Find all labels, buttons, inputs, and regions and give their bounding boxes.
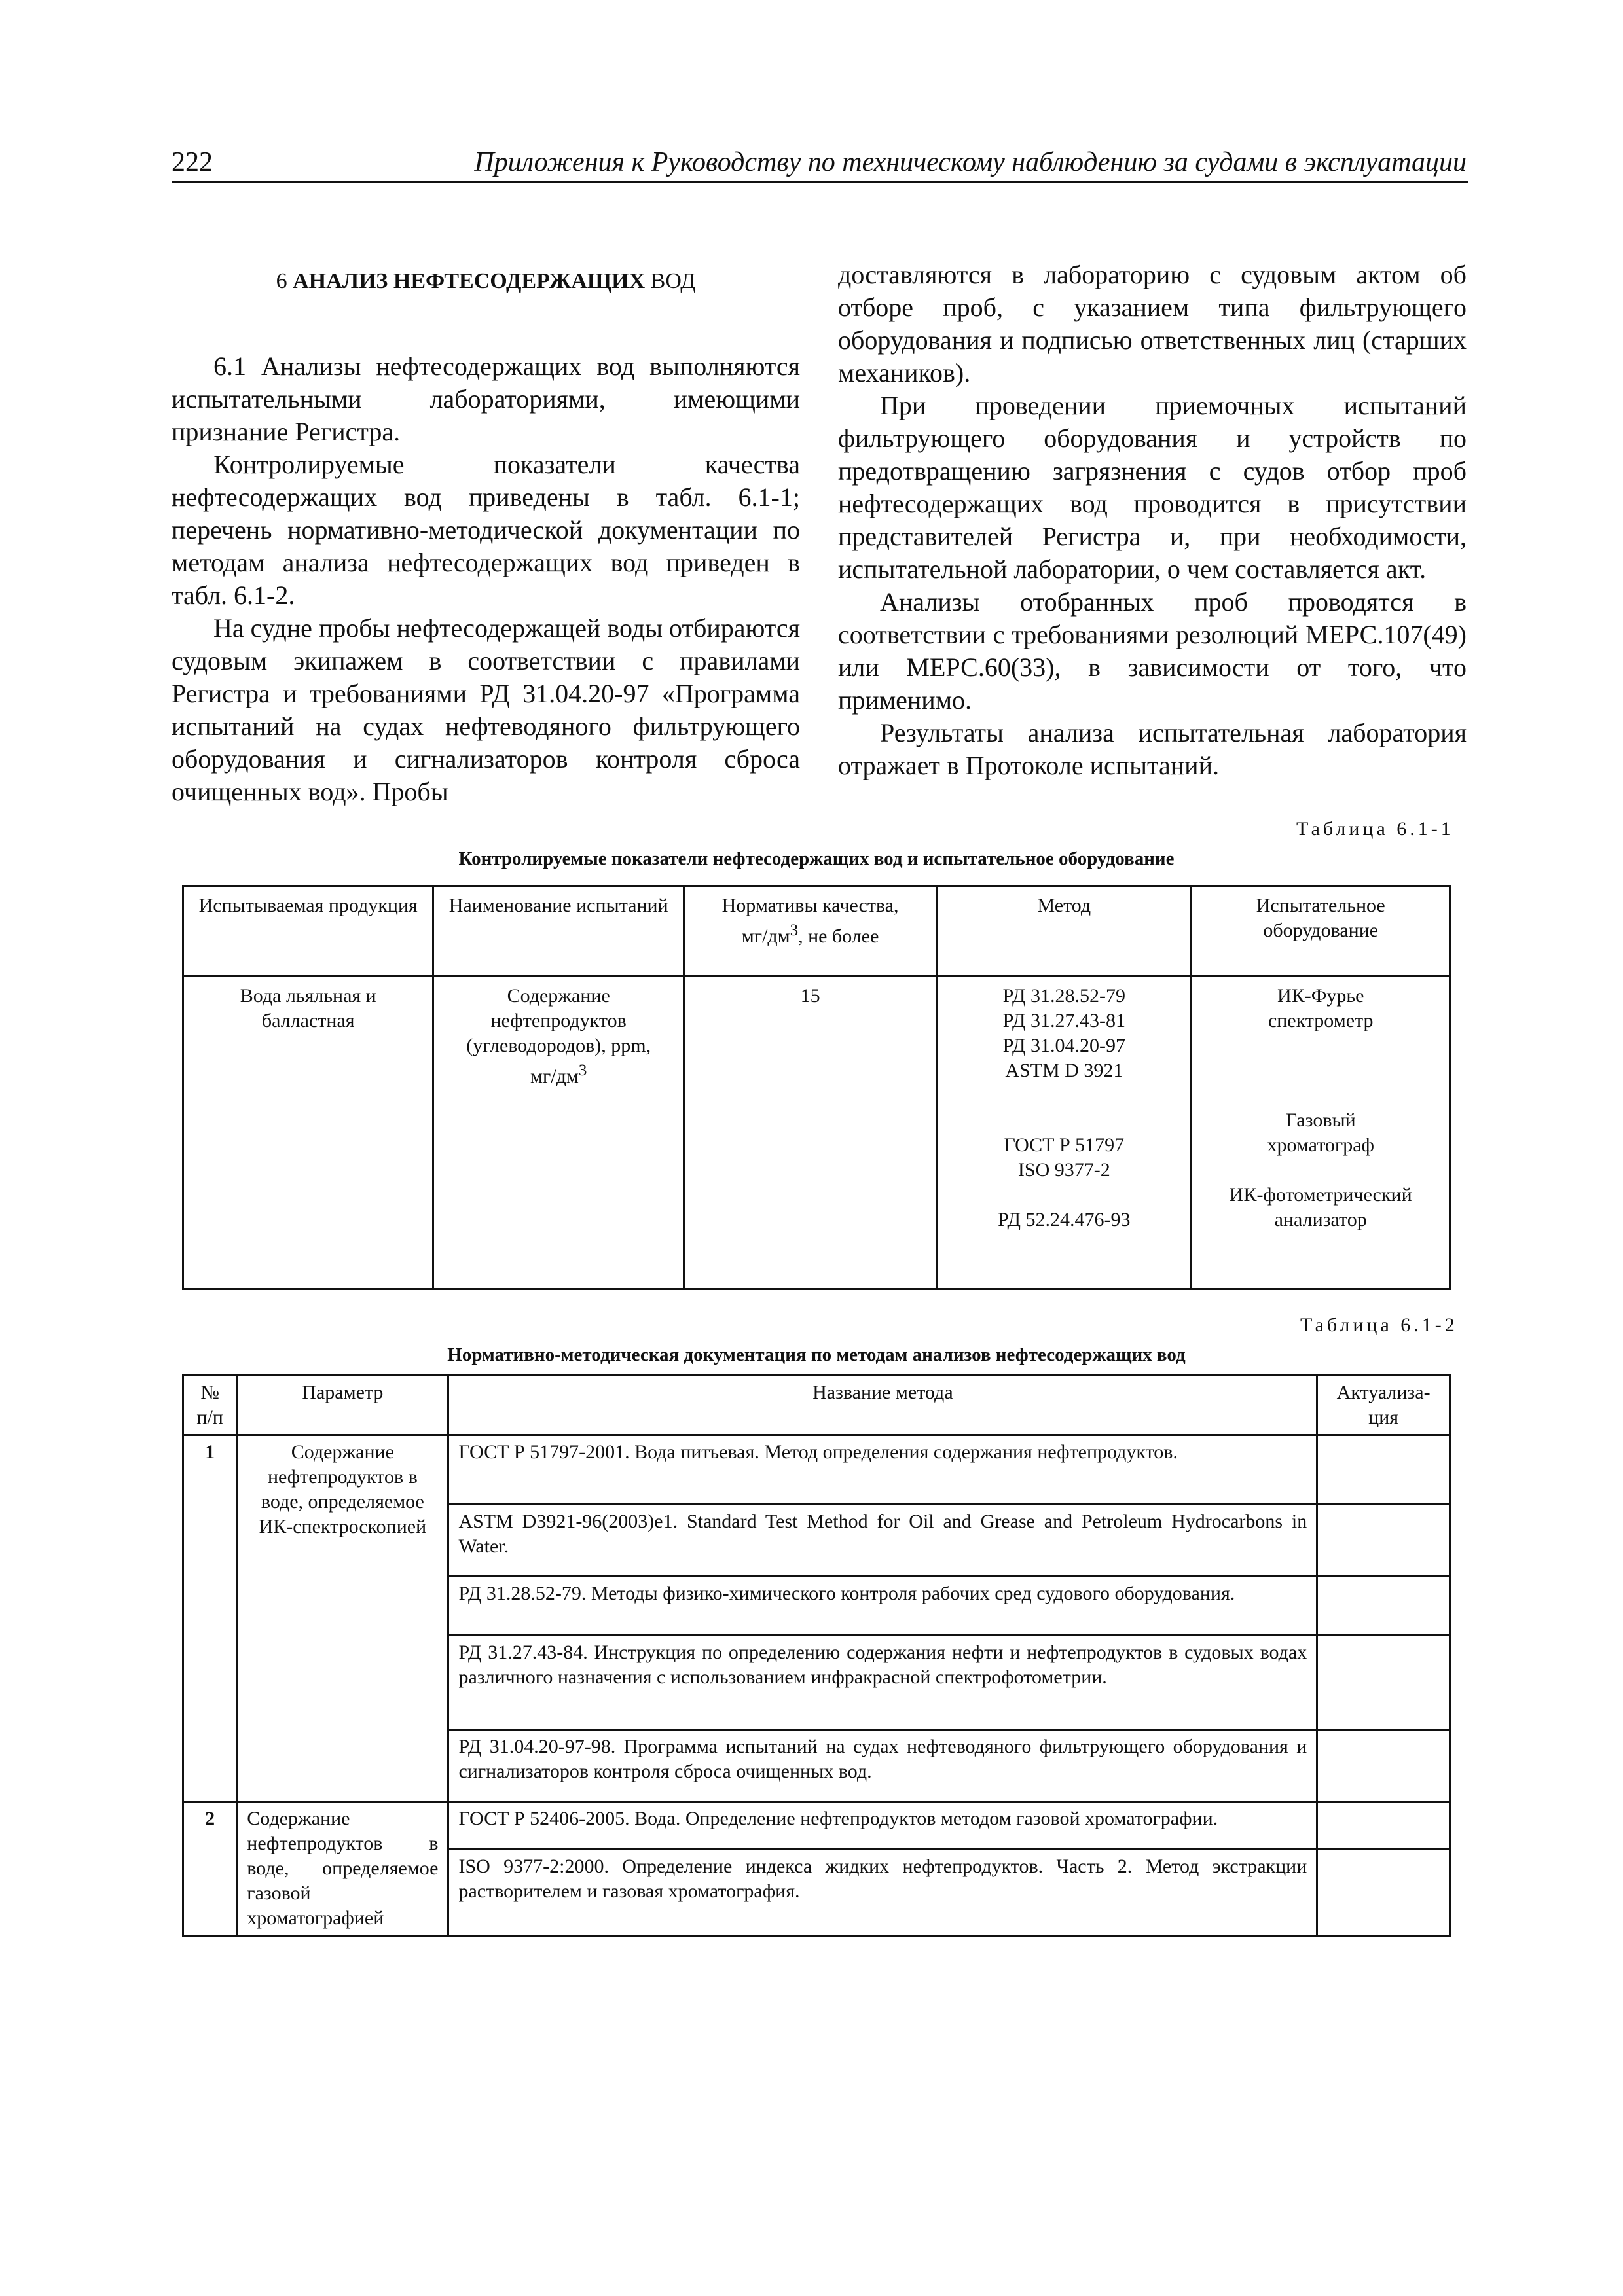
header-test: Наименование испытаний bbox=[433, 886, 684, 977]
table1-label: Таблица 6.1-1 bbox=[1296, 818, 1454, 840]
spacer bbox=[1196, 1033, 1445, 1083]
header-equipment bbox=[1192, 886, 1450, 977]
table2 bbox=[182, 1374, 1451, 1937]
cell-product bbox=[183, 977, 433, 1289]
table2-caption: Нормативно-методическая документация по методам анализов нефтесодержащих вод bbox=[447, 1344, 1186, 1365]
paragraph: На судне пробы нефтесодержащей воды отбираются судовым экипажем в соответствии с правилами Регистра и требованиями РД 31.04.20-97 «Программа испытаний на судах нефтеводяного фильтрующего оборудования и сигнализаторов контроля сброса очищенных вод». Пробы bbox=[172, 613, 800, 806]
equipment-line: хроматограф bbox=[1267, 1134, 1374, 1156]
table2-header-row bbox=[183, 1376, 1450, 1435]
method-name: ГОСТ Р 51797-2001. Вода питьевая. Метод определения содержания нефтепродуктов. bbox=[448, 1435, 1317, 1505]
table-row bbox=[183, 1435, 1450, 1505]
section-title-suffix: ВОД bbox=[650, 269, 696, 293]
paragraph: Контролируемые показатели качества нефтесодержащих вод приведены в табл. 6.1-1; перечень нормативно-методической документации по методам анализа нефтесодержащих вод приведен в табл. 6.1-2. bbox=[172, 450, 800, 610]
unit: мг/дм bbox=[530, 1066, 579, 1087]
method-line: ГОСТ Р 51797 bbox=[1004, 1134, 1125, 1156]
equipment-line: ИК-фотометрический bbox=[1229, 1184, 1412, 1206]
page-number: 222 bbox=[172, 147, 213, 177]
row-number: 1 bbox=[183, 1435, 237, 1802]
equipment-line: ИК-Фурье bbox=[1277, 985, 1364, 1007]
paragraph: При проведении приемочных испытаний фильтрующего оборудования и устройств по предотвращению загрязнения с судов отбор проб нефтесодержащих вод проводится в присутствии представителей Регистра и, при необходимости, испытательной лаборатории, о чем составляется акт. bbox=[838, 391, 1467, 584]
spacer bbox=[941, 1183, 1186, 1208]
header-norm-line1: Нормативы качества, bbox=[721, 895, 899, 916]
header-actualization-line2: ция bbox=[1368, 1407, 1399, 1428]
header-param: Параметр bbox=[237, 1376, 448, 1435]
paragraph: доставляются в лабораторию с судовым актом об отборе проб, с указанием типа фильтрующего оборудования и подписью ответственных лиц (старших механиков). bbox=[838, 260, 1467, 387]
method-line: ISO 9377-2 bbox=[1017, 1159, 1110, 1181]
cell-line bbox=[438, 1058, 679, 1089]
table-row bbox=[183, 1802, 1450, 1850]
method-name: ISO 9377-2:2000. Определение индекса жидких нефтепродуктов. Часть 2. Метод экстракции растворителем и газовая хроматография. bbox=[448, 1850, 1317, 1936]
header-rule bbox=[172, 181, 1468, 183]
method-line: РД 31.28.52-79 bbox=[1002, 985, 1126, 1007]
header-method: Название метода bbox=[448, 1376, 1317, 1435]
table1-row bbox=[183, 977, 1450, 1289]
table1 bbox=[182, 885, 1451, 1290]
right-column bbox=[838, 259, 1467, 782]
header-equipment-line1: Испытательное bbox=[1256, 895, 1385, 916]
cell-line: Содержание bbox=[507, 985, 610, 1007]
actualization-cell bbox=[1317, 1577, 1450, 1636]
header-num-line2: п/п bbox=[196, 1407, 223, 1428]
row-number: 2 bbox=[183, 1802, 237, 1936]
cell-test bbox=[433, 977, 684, 1289]
unit: мг/дм bbox=[741, 925, 790, 947]
cell-line: (углеводородов), ppm, bbox=[466, 1035, 651, 1056]
header-method: Метод bbox=[937, 886, 1192, 977]
row-parameter: Содержание нефтепродуктов в воде, определяемое ИК-спектроскопией bbox=[237, 1435, 448, 1802]
table2-label: Таблица 6.1-2 bbox=[1300, 1314, 1458, 1336]
spacer bbox=[941, 1083, 1186, 1133]
header-product: Испытываемая продукция bbox=[183, 886, 433, 977]
section-number: 6 bbox=[276, 269, 287, 293]
paragraph: 6.1 Анализы нефтесодержащих вод выполняются испытательными лабораториями, имеющими признание Регистра. bbox=[172, 351, 800, 446]
table1-caption: Контролируемые показатели нефтесодержащих вод и испытательное оборудование bbox=[458, 848, 1175, 869]
cell-equipment bbox=[1192, 977, 1450, 1289]
paragraph: Результаты анализа испытательная лаборатория отражает в Протоколе испытаний. bbox=[838, 718, 1467, 780]
actualization-cell bbox=[1317, 1802, 1450, 1850]
header-num bbox=[183, 1376, 237, 1435]
method-name: ГОСТ Р 52406-2005. Вода. Определение нефтепродуктов методом газовой хроматографии. bbox=[448, 1802, 1317, 1850]
method-line: РД 52.24.476-93 bbox=[998, 1209, 1131, 1230]
running-title: Приложения к Руководству по техническому наблюдению за судами в эксплуатации bbox=[474, 147, 1467, 177]
method-name: РД 31.27.43-84. Инструкция по определению содержания нефти и нефтепродуктов в судовых водах различного назначения с использованием инфракрасной спектрофотометрии. bbox=[448, 1636, 1317, 1730]
row-parameter: Содержание нефтепродуктов в воде, определяемое газовой хроматографией bbox=[237, 1802, 448, 1936]
cell-line: балластная bbox=[261, 1010, 355, 1031]
section-title-bold: АНАЛИЗ НЕФТЕСОДЕРЖАЩИХ bbox=[293, 269, 646, 293]
left-column bbox=[172, 265, 800, 808]
actualization-cell bbox=[1317, 1505, 1450, 1577]
unit-suffix: , не более bbox=[798, 925, 879, 947]
equipment-line: анализатор bbox=[1274, 1209, 1367, 1230]
header-norm-line2 bbox=[689, 918, 932, 949]
cell-norm: 15 bbox=[684, 977, 936, 1289]
cell-method bbox=[937, 977, 1192, 1289]
header-norm bbox=[684, 886, 936, 977]
cell-line: нефтепродуктов bbox=[490, 1010, 627, 1031]
table1-header-row bbox=[183, 886, 1450, 977]
equipment-line: спектрометр bbox=[1267, 1010, 1374, 1031]
equipment-line: Газовый bbox=[1285, 1109, 1356, 1131]
method-name: ASTM D3921-96(2003)e1. Standard Test Method for Oil and Grease and Petroleum Hydrocarbons in Water. bbox=[448, 1505, 1317, 1577]
actualization-cell bbox=[1317, 1435, 1450, 1505]
method-name: РД 31.04.20-97-98. Программа испытаний на судах нефтеводяного фильтрующего оборудования и сигнализаторов контроля сброса очищенных вод. bbox=[448, 1730, 1317, 1802]
spacer bbox=[1196, 1083, 1445, 1108]
unit-superscript: 3 bbox=[578, 1062, 587, 1079]
method-name: РД 31.28.52-79. Методы физико-химического контроля рабочих сред судового оборудования. bbox=[448, 1577, 1317, 1636]
header-actualization bbox=[1317, 1376, 1450, 1435]
method-line: ASTM D 3921 bbox=[1005, 1060, 1123, 1081]
header-actualization-line1: Актуализа- bbox=[1336, 1382, 1431, 1403]
header-equipment-line2: оборудование bbox=[1263, 920, 1379, 941]
cell-line: Вода льяльная и bbox=[240, 985, 376, 1007]
actualization-cell bbox=[1317, 1730, 1450, 1802]
actualization-cell bbox=[1317, 1850, 1450, 1936]
method-line: РД 31.04.20-97 bbox=[1002, 1035, 1126, 1056]
spacer bbox=[1196, 1158, 1445, 1183]
header-num-line1: № bbox=[200, 1382, 219, 1403]
section-title bbox=[172, 265, 800, 298]
unit-superscript: 3 bbox=[790, 922, 799, 939]
method-line: РД 31.27.43-81 bbox=[1002, 1010, 1126, 1031]
actualization-cell bbox=[1317, 1636, 1450, 1730]
paragraph: Анализы отобранных проб проводятся в соответствии с требованиями резолюций МЕРС.107(49) или МЕРС.60(33), в зависимости от того, что применимо. bbox=[838, 587, 1467, 715]
